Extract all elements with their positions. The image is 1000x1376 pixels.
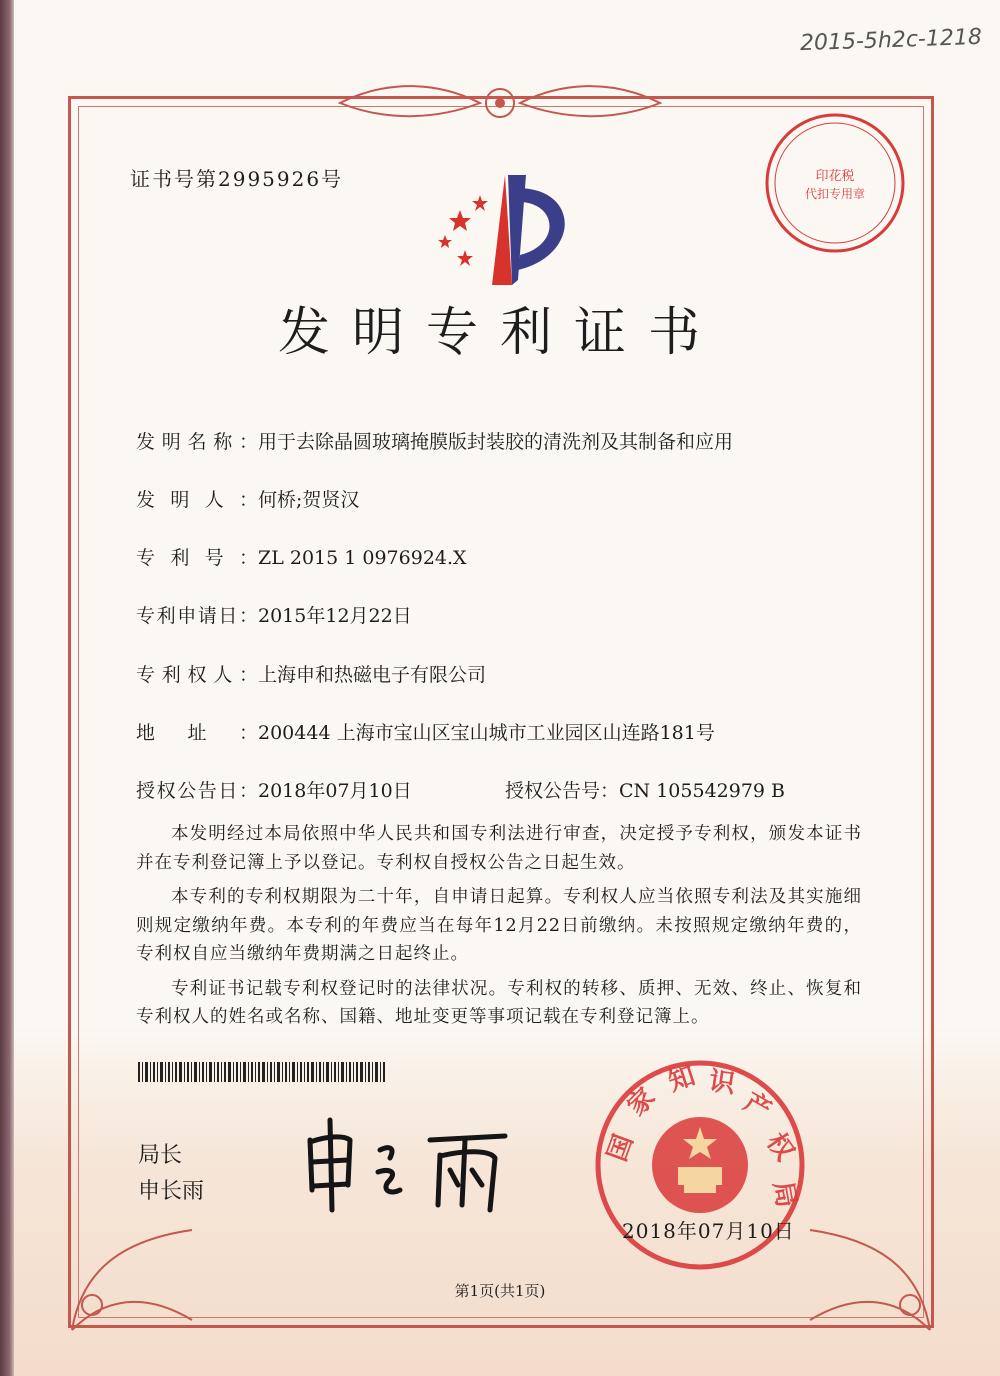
tax-stamp: [760, 108, 910, 258]
certificate-number: 证书号第2995926号: [130, 167, 344, 191]
director-block: [138, 1138, 204, 1210]
director-signature: [290, 1110, 520, 1220]
director-title: 局长: [138, 1143, 183, 1168]
grant-date-row: [136, 776, 412, 803]
seal-date: 2018年07月10日: [622, 1219, 795, 1243]
inventor-row: [136, 485, 359, 512]
patent-number-row: [136, 543, 467, 570]
patent-number-label: 专利号：: [136, 547, 258, 569]
top-ornament: [330, 78, 670, 128]
filing-date-value: 2015年12月22日: [258, 605, 412, 627]
patentee-label: 专利权人：: [136, 664, 258, 686]
handwritten-annotation: 2015-5h2c-1218: [799, 24, 983, 57]
patentee-row: [136, 660, 486, 687]
svg-text:代扣专用章: 代扣专用章: [804, 187, 866, 201]
bottom-right-ornament: [800, 1210, 940, 1340]
svg-text:国: 国: [602, 1130, 640, 1166]
svg-text:识: 识: [707, 1066, 737, 1100]
invention-name-value: 用于去除晶圆玻璃掩膜版封装胶的清洗剂及其制备和应用: [258, 431, 734, 453]
body-paragraph-3: 专利证书记载专利权登记时的法律状况。专利权的转移、质押、无效、终止、恢复和专利权人的姓名或名称、国籍、地址变更等事项记载在专利登记簿上。: [136, 978, 862, 1027]
svg-text:权: 权: [760, 1127, 800, 1167]
invention-name-label: 发明名称：: [136, 431, 258, 453]
barcode: [138, 1062, 388, 1082]
grant-date-label: 授权公告日：: [136, 780, 258, 802]
body-paragraph-1: 本发明经过本局依照中华人民共和国专利法进行审查，决定授予专利权，颁发本证书并在专利登记簿上予以登记。专利权自授权公告之日起生效。: [136, 824, 862, 873]
filing-date-label: 专利申请日：: [136, 605, 258, 627]
invention-name-row: [136, 427, 733, 454]
grant-date-value: 2018年07月10日: [258, 780, 412, 802]
svg-text:家: 家: [621, 1082, 662, 1122]
binding-strip: [0, 0, 14, 1376]
address-label: 地址：: [136, 722, 258, 744]
grant-number-label: 授权公告号：: [505, 780, 620, 802]
certificate-title: 发明专利证书: [277, 303, 722, 363]
certificate-body: [136, 820, 862, 1038]
grant-number-row: [505, 776, 785, 803]
svg-text:产: 产: [738, 1087, 777, 1127]
patent-office-logo: [430, 170, 580, 290]
patentee-value: 上海申和热磁电子有限公司: [258, 664, 487, 686]
svg-text:印花税: 印花税: [815, 169, 855, 184]
bottom-left-ornament: [62, 1210, 202, 1340]
address-value: 200444 上海市宝山区宝山城市工业园区山连路181号: [258, 722, 715, 744]
inventor-label: 发明人：: [136, 489, 258, 511]
svg-text:局: 局: [767, 1179, 802, 1210]
svg-text:知: 知: [664, 1061, 699, 1098]
inventor-value: 何桥;贺贤汉: [258, 489, 360, 511]
body-paragraph-2: 本专利的专利权期限为二十年，自申请日起算。专利权人应当依照专利法及其实施细则规定缴纳年费。本专利的年费应当在每年12月22日前缴纳。未按照规定缴纳年费的，专利权自应当缴纳年费期满之日起终止。: [136, 887, 862, 964]
address-row: [136, 718, 715, 745]
patent-number-value: ZL 2015 1 0976924.X: [258, 547, 467, 569]
filing-date-row: [136, 601, 412, 628]
grant-number-value: CN 105542979 B: [619, 780, 786, 802]
page-number: 第1页(共1页): [454, 1282, 546, 1300]
director-name: 申长雨: [138, 1179, 205, 1204]
